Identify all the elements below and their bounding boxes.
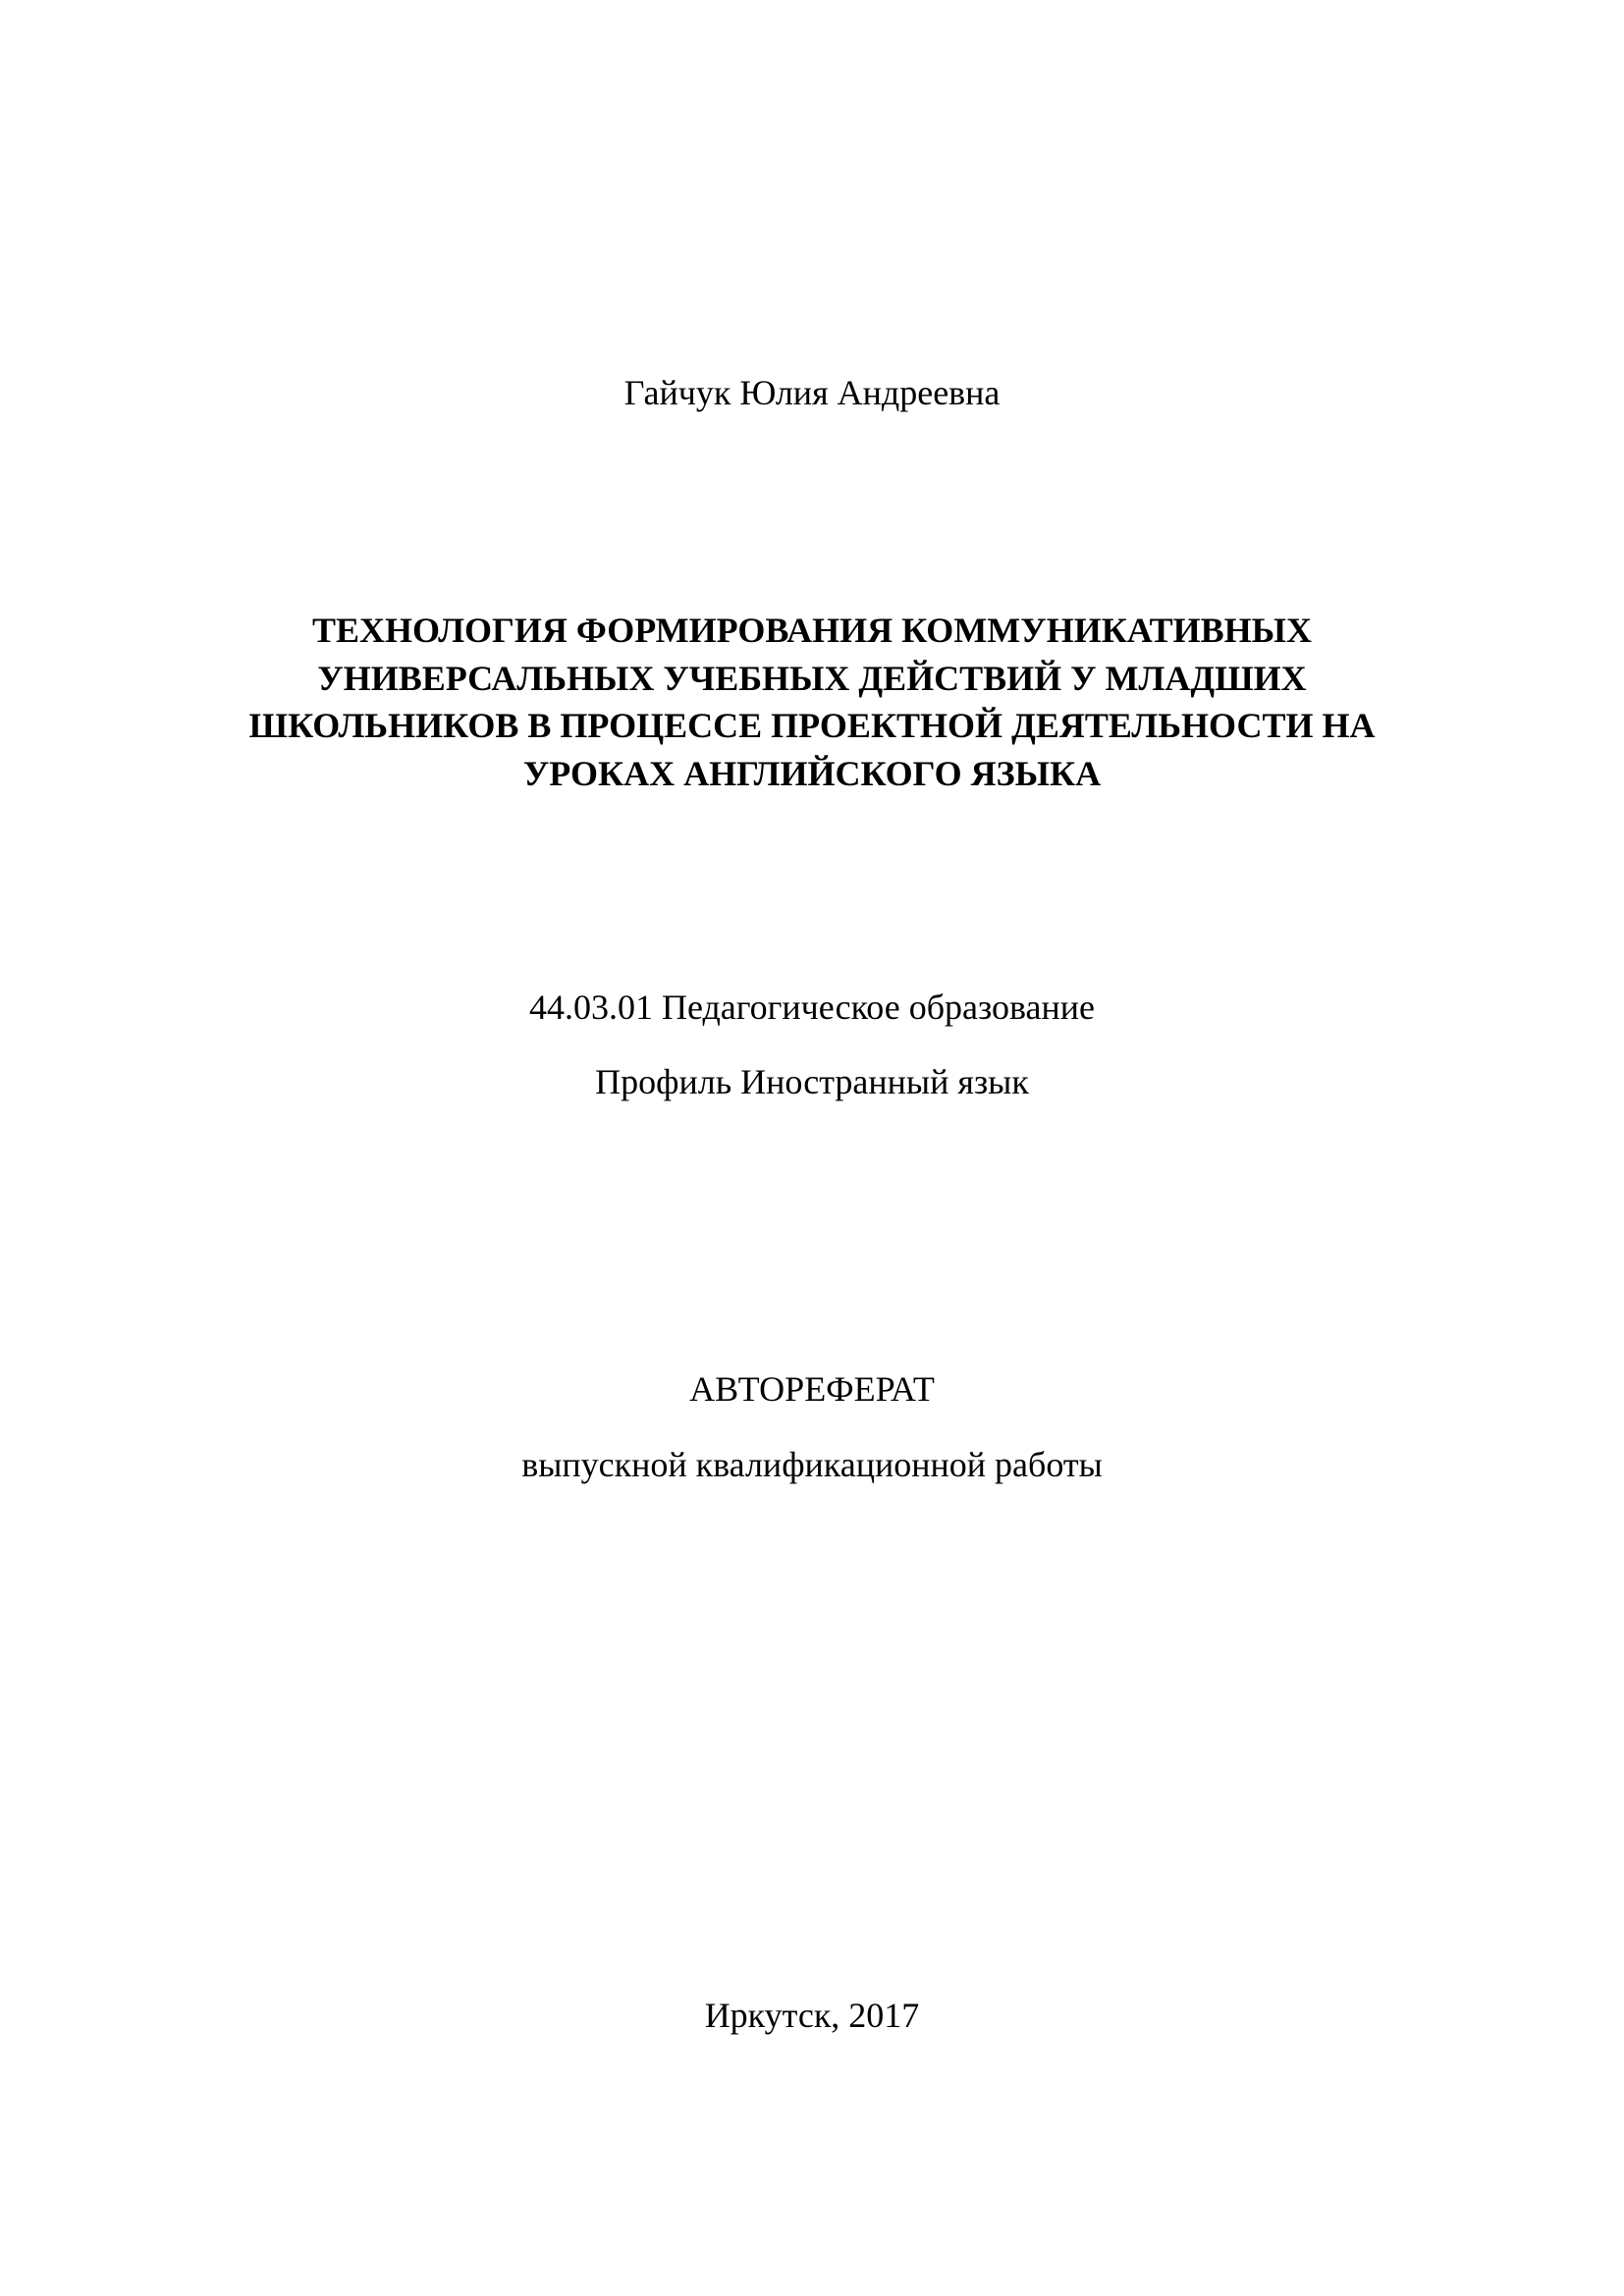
title-line: УРОКАХ АНГЛИЙСКОГО ЯЗЫКА bbox=[522, 753, 1102, 793]
title-line: ШКОЛЬНИКОВ В ПРОЦЕССЕ ПРОЕКТНОЙ ДЕЯТЕЛЬНОСТИ НА bbox=[248, 706, 1376, 745]
specialty-profile: Профиль Иностранный язык bbox=[595, 1062, 1029, 1101]
title-line: УНИВЕРСАЛЬНЫХ УЧЕБНЫХ ДЕЙСТВИЙ У МЛАДШИХ bbox=[317, 658, 1307, 698]
document-type: АВТОРЕФЕРАТ bbox=[689, 1369, 935, 1409]
author-name: Гайчук Юлия Андреевна bbox=[623, 373, 1001, 412]
title-line: ТЕХНОЛОГИЯ ФОРМИРОВАНИЯ КОММУНИКАТИВНЫХ bbox=[311, 611, 1313, 650]
document-subtype: выпускной квалификационной работы bbox=[521, 1445, 1103, 1484]
thesis-title bbox=[0, 607, 1624, 797]
place-and-year: Иркутск, 2017 bbox=[704, 1996, 920, 2035]
specialty-code: 44.03.01 Педагогическое образование bbox=[528, 988, 1096, 1027]
